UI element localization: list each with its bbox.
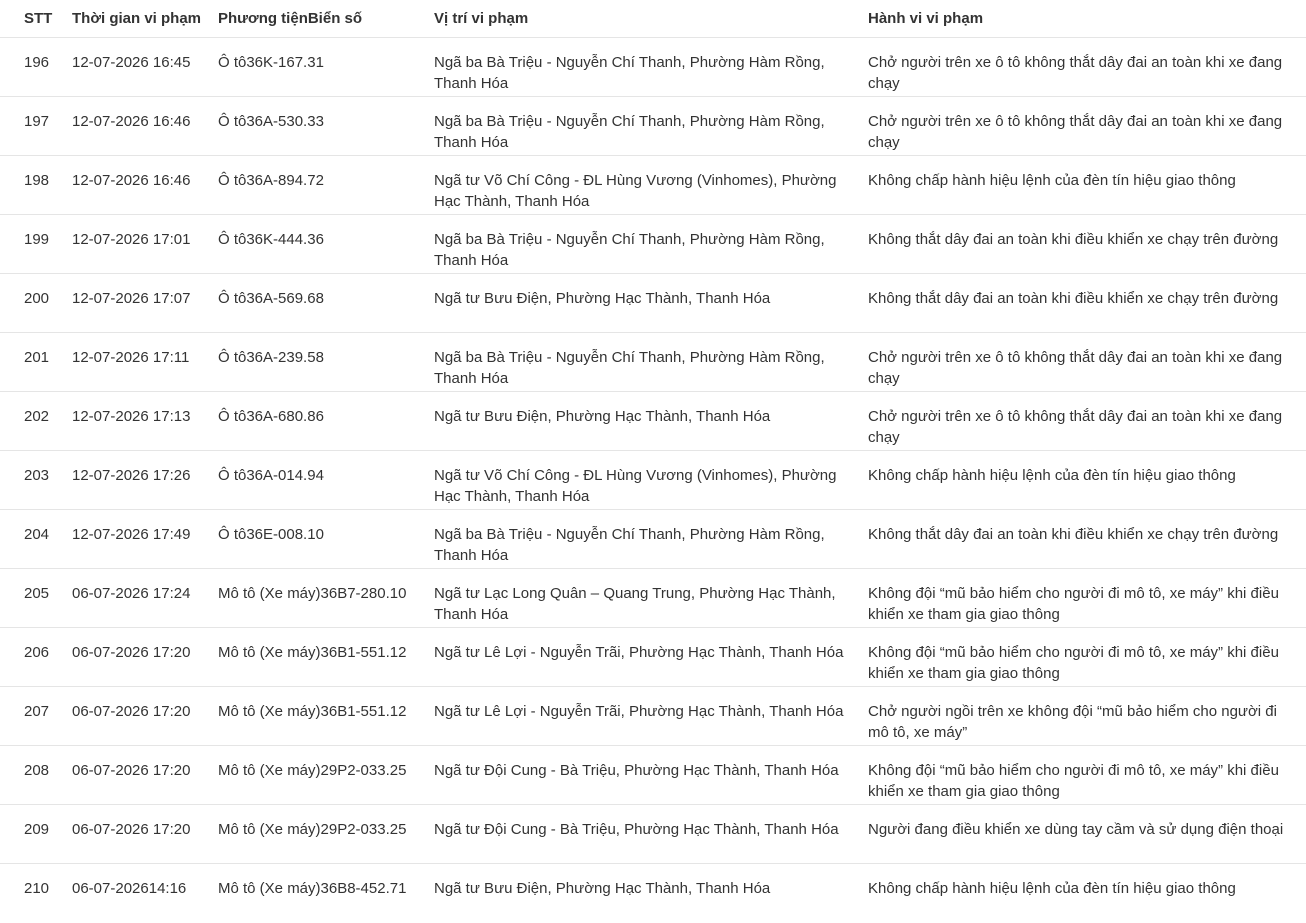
cell-location: Ngã tư Bưu Điện, Phường Hạc Thành, Thanh Hóa	[424, 392, 858, 451]
cell-violation-time: 06-07-202614:16	[72, 880, 187, 897]
cell-stt: 204	[0, 510, 62, 569]
cell-stt: 199	[0, 215, 62, 274]
cell-violation-behavior: Không chấp hành hiệu lệnh của đèn tín hiệu giao thông	[868, 880, 1236, 897]
header-violation-time: Thời gian vi phạm	[62, 0, 208, 38]
cell-violation-behavior: Không đội “mũ bảo hiểm cho người đi mô tô, xe máy” khi điều khiển xe tham gia giao thông	[858, 628, 1306, 687]
cell-violation-behavior: Không chấp hành hiệu lệnh của đèn tín hiệu giao thông	[858, 156, 1306, 215]
cell-location: Ngã tư Lê Lợi - Nguyễn Trãi, Phường Hạc Thành, Thanh Hóa	[424, 628, 858, 687]
cell-vehicle-plate: Ô tô36A-014.94	[208, 451, 424, 510]
cell-stt: 202	[0, 392, 62, 451]
table-header	[0, 0, 1306, 38]
cell-vehicle-plate: Ô tô36K-444.36	[208, 215, 424, 274]
cell-violation-behavior: Không đội “mũ bảo hiểm cho người đi mô tô, xe máy” khi điều khiển xe tham gia giao thông	[858, 569, 1306, 628]
table-row	[0, 215, 1306, 274]
cell-vehicle-plate: Ô tô36K-167.31	[208, 38, 424, 97]
cell-location: Ngã ba Bà Triệu - Nguyễn Chí Thanh, Phường Hàm Rồng, Thanh Hóa	[424, 215, 858, 274]
cell-violation-behavior: Không thắt dây đai an toàn khi điều khiển xe chạy trên đường	[858, 510, 1306, 569]
cell-vehicle-plate: Mô tô (Xe máy)36B8-452.71	[218, 880, 407, 897]
cell-violation-time: 12-07-2026 17:01	[62, 215, 208, 274]
cell-violation-time: 12-07-2026 16:45	[62, 38, 208, 97]
cell-violation-behavior: Không thắt dây đai an toàn khi điều khiển xe chạy trên đường	[858, 274, 1306, 333]
cell-vehicle-plate: Ô tô36A-239.58	[208, 333, 424, 392]
cell-violation-time: 12-07-2026 16:46	[62, 156, 208, 215]
cell-violation-time: 12-07-2026 17:11	[62, 333, 208, 392]
cell-stt: 207	[0, 687, 62, 746]
cell-violation-time: 12-07-2026 17:26	[62, 451, 208, 510]
table-row	[0, 569, 1306, 628]
cell-violation-behavior: Không chấp hành hiệu lệnh của đèn tín hiệu giao thông	[858, 451, 1306, 510]
cell-stt: 196	[0, 38, 62, 97]
table-row	[0, 392, 1306, 451]
header-stt: STT	[0, 0, 62, 38]
cell-violation-behavior: Chở người trên xe ô tô không thắt dây đai an toàn khi xe đang chạy	[858, 97, 1306, 156]
cell-stt: 200	[0, 274, 62, 333]
table-body	[0, 38, 1306, 923]
cell-violation-time: 12-07-2026 17:07	[62, 274, 208, 333]
cell-location: Ngã tư Bưu Điện, Phường Hạc Thành, Thanh Hóa	[424, 274, 858, 333]
cell-stt: 197	[0, 97, 62, 156]
cell-violation-time: 06-07-2026 17:20	[62, 628, 208, 687]
cell-violation-time: 12-07-2026 17:13	[62, 392, 208, 451]
cell-violation-behavior: Chở người trên xe ô tô không thắt dây đai an toàn khi xe đang chạy	[858, 333, 1306, 392]
header-location: Vị trí vi phạm	[424, 0, 858, 38]
cell-violation-time: 12-07-2026 17:49	[62, 510, 208, 569]
cell-location: Ngã tư Bưu Điện, Phường Hạc Thành, Thanh Hóa	[434, 880, 771, 897]
cell-location: Ngã tư Đội Cung - Bà Triệu, Phường Hạc Thành, Thanh Hóa	[424, 805, 858, 864]
cell-violation-behavior: Không thắt dây đai an toàn khi điều khiển xe chạy trên đường	[858, 215, 1306, 274]
cell-location: Ngã tư Lạc Long Quân – Quang Trung, Phường Hạc Thành, Thanh Hóa	[424, 569, 858, 628]
cell-stt: 206	[0, 628, 62, 687]
table-row	[0, 451, 1306, 510]
cell-stt: 198	[0, 156, 62, 215]
cell-location: Ngã tư Đội Cung - Bà Triệu, Phường Hạc Thành, Thanh Hóa	[424, 746, 858, 805]
cell-violation-time: 06-07-2026 17:20	[62, 746, 208, 805]
table-row	[0, 97, 1306, 156]
cell-vehicle-plate: Ô tô36A-530.33	[208, 97, 424, 156]
cell-vehicle-plate: Ô tô36E-008.10	[208, 510, 424, 569]
header-violation-behavior: Hành vi vi phạm	[858, 0, 1306, 38]
cell-violation-behavior: Chở người ngồi trên xe không đội “mũ bảo hiểm cho người đi mô tô, xe máy”	[858, 687, 1306, 746]
cell-violation-time: 06-07-2026 17:24	[62, 569, 208, 628]
table-row	[0, 805, 1306, 864]
table-row	[0, 333, 1306, 392]
header-vehicle-plate: Phương tiệnBiển số	[208, 0, 424, 38]
cell-violation-behavior: Chở người trên xe ô tô không thắt dây đai an toàn khi xe đang chạy	[858, 392, 1306, 451]
table-row	[0, 156, 1306, 215]
table-row	[0, 746, 1306, 805]
table-row	[0, 274, 1306, 333]
cell-stt: 201	[0, 333, 62, 392]
cell-vehicle-plate: Mô tô (Xe máy)36B1-551.12	[208, 628, 424, 687]
cell-stt: 209	[0, 805, 62, 864]
cell-violation-time: 12-07-2026 16:46	[62, 97, 208, 156]
cell-violation-behavior: Không đội “mũ bảo hiểm cho người đi mô tô, xe máy” khi điều khiển xe tham gia giao thông	[858, 746, 1306, 805]
cell-vehicle-plate: Ô tô36A-680.86	[208, 392, 424, 451]
cell-location: Ngã tư Võ Chí Công - ĐL Hùng Vương (Vinhomes), Phường Hạc Thành, Thanh Hóa	[424, 156, 858, 215]
cell-vehicle-plate: Mô tô (Xe máy)36B7-280.10	[208, 569, 424, 628]
cell-location: Ngã ba Bà Triệu - Nguyễn Chí Thanh, Phường Hàm Rồng, Thanh Hóa	[424, 97, 858, 156]
cell-location: Ngã tư Võ Chí Công - ĐL Hùng Vương (Vinhomes), Phường Hạc Thành, Thanh Hóa	[424, 451, 858, 510]
cell-stt: 203	[0, 451, 62, 510]
cell-stt: 210	[24, 880, 50, 897]
table-row	[0, 38, 1306, 97]
cell-vehicle-plate: Ô tô36A-894.72	[208, 156, 424, 215]
cell-violation-behavior: Người đang điều khiển xe dùng tay cầm và sử dụng điện thoại	[858, 805, 1306, 864]
cell-violation-time: 06-07-2026 17:20	[62, 805, 208, 864]
cell-vehicle-plate: Mô tô (Xe máy)29P2-033.25	[208, 746, 424, 805]
table-row	[0, 687, 1306, 746]
cell-violation-time: 06-07-2026 17:20	[62, 687, 208, 746]
header-row	[0, 0, 1306, 38]
table-row	[0, 510, 1306, 569]
cell-vehicle-plate: Mô tô (Xe máy)29P2-033.25	[208, 805, 424, 864]
cell-vehicle-plate: Ô tô36A-569.68	[208, 274, 424, 333]
cell-violation-behavior: Chở người trên xe ô tô không thắt dây đai an toàn khi xe đang chạy	[858, 38, 1306, 97]
cell-location: Ngã ba Bà Triệu - Nguyễn Chí Thanh, Phường Hàm Rồng, Thanh Hóa	[424, 333, 858, 392]
table-row	[0, 628, 1306, 687]
cell-location: Ngã tư Lê Lợi - Nguyễn Trãi, Phường Hạc Thành, Thanh Hóa	[424, 687, 858, 746]
cell-location: Ngã ba Bà Triệu - Nguyễn Chí Thanh, Phường Hàm Rồng, Thanh Hóa	[424, 38, 858, 97]
cell-vehicle-plate: Mô tô (Xe máy)36B1-551.12	[208, 687, 424, 746]
cell-stt: 208	[0, 746, 62, 805]
cell-stt: 205	[0, 569, 62, 628]
cell-location: Ngã ba Bà Triệu - Nguyễn Chí Thanh, Phường Hàm Rồng, Thanh Hóa	[424, 510, 858, 569]
